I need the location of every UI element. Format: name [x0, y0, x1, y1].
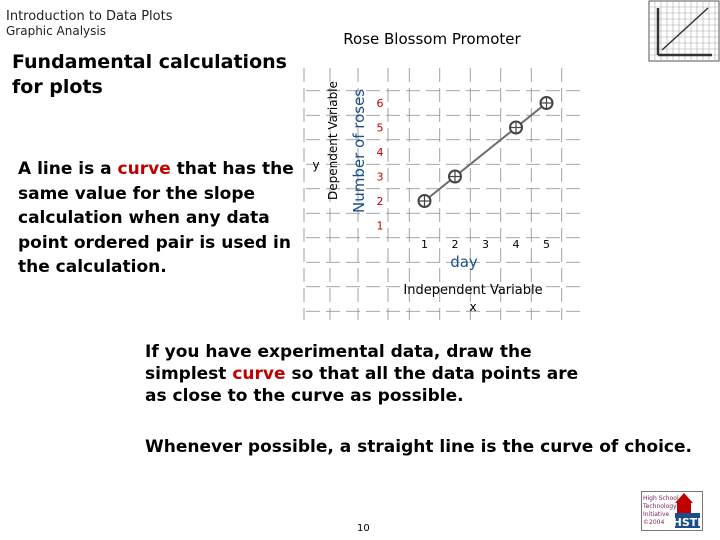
header-title: Introduction to Data Plots — [6, 9, 173, 24]
logo-line-1: High School — [643, 495, 679, 502]
logo-letters: HSTI — [672, 516, 702, 529]
body-paragraph-2: Whenever possible, a straight line is the curve of choice. — [145, 437, 692, 457]
x-tick-label: 5 — [543, 238, 550, 251]
data-point — [449, 171, 461, 183]
x-axis-label: day — [450, 253, 478, 271]
hsti-logo-icon — [641, 491, 703, 531]
trend-line-group — [425, 103, 547, 201]
data-point — [541, 97, 553, 109]
data-point — [419, 195, 431, 207]
chart-title: Rose Blossom Promoter — [343, 30, 521, 48]
x-tick-label: 4 — [512, 238, 520, 251]
graph-paper-logo-icon — [648, 0, 720, 62]
x-tick-label: 3 — [482, 238, 489, 251]
hsti-logo — [641, 491, 703, 535]
body1-part1: If you have experimental data, draw the simplest — [145, 342, 532, 384]
body1-highlight: curve — [232, 364, 286, 384]
y-tick-label: 1 — [376, 219, 384, 233]
body1-part2: so that all the data points are as close to the curve as possible. — [145, 364, 579, 406]
y-tick-label: 3 — [376, 170, 384, 184]
y-axis-symbol: y — [312, 158, 320, 172]
y-axis-label: Number of roses — [350, 88, 368, 213]
x-axis-symbol: x — [469, 300, 477, 314]
logo-line-2: Technology — [643, 503, 677, 510]
y-tick-label: 5 — [376, 121, 384, 135]
trend-line — [425, 103, 547, 201]
data-point — [510, 122, 522, 134]
x-tick-label: 1 — [421, 238, 428, 251]
left-body-part2: that has the same value for the slope calculation when any data point ordered pair is used in the calculation. — [18, 159, 294, 277]
page-number: 10 — [357, 523, 370, 534]
logo-line-3: Initiative — [643, 511, 670, 518]
body-paragraph-1 — [145, 341, 585, 407]
left-body-highlight: curve — [117, 159, 171, 179]
y-tick-label: 6 — [376, 97, 384, 110]
section-title: Fundamental calculations for plots — [12, 51, 287, 98]
y-axis-caption: Dependent Variable — [326, 81, 340, 200]
left-body-part1: A line is a — [18, 159, 118, 179]
logo-line-4: ©2004 — [643, 519, 665, 526]
y-tick-label: 4 — [376, 146, 384, 159]
header-subtitle: Graphic Analysis — [6, 24, 106, 38]
left-body-text — [18, 157, 298, 280]
y-tick-label: 2 — [376, 195, 384, 208]
rose-blossom-plot — [300, 30, 590, 320]
x-tick-label: 2 — [451, 238, 459, 251]
x-axis-caption: Independent Variable — [403, 283, 543, 298]
